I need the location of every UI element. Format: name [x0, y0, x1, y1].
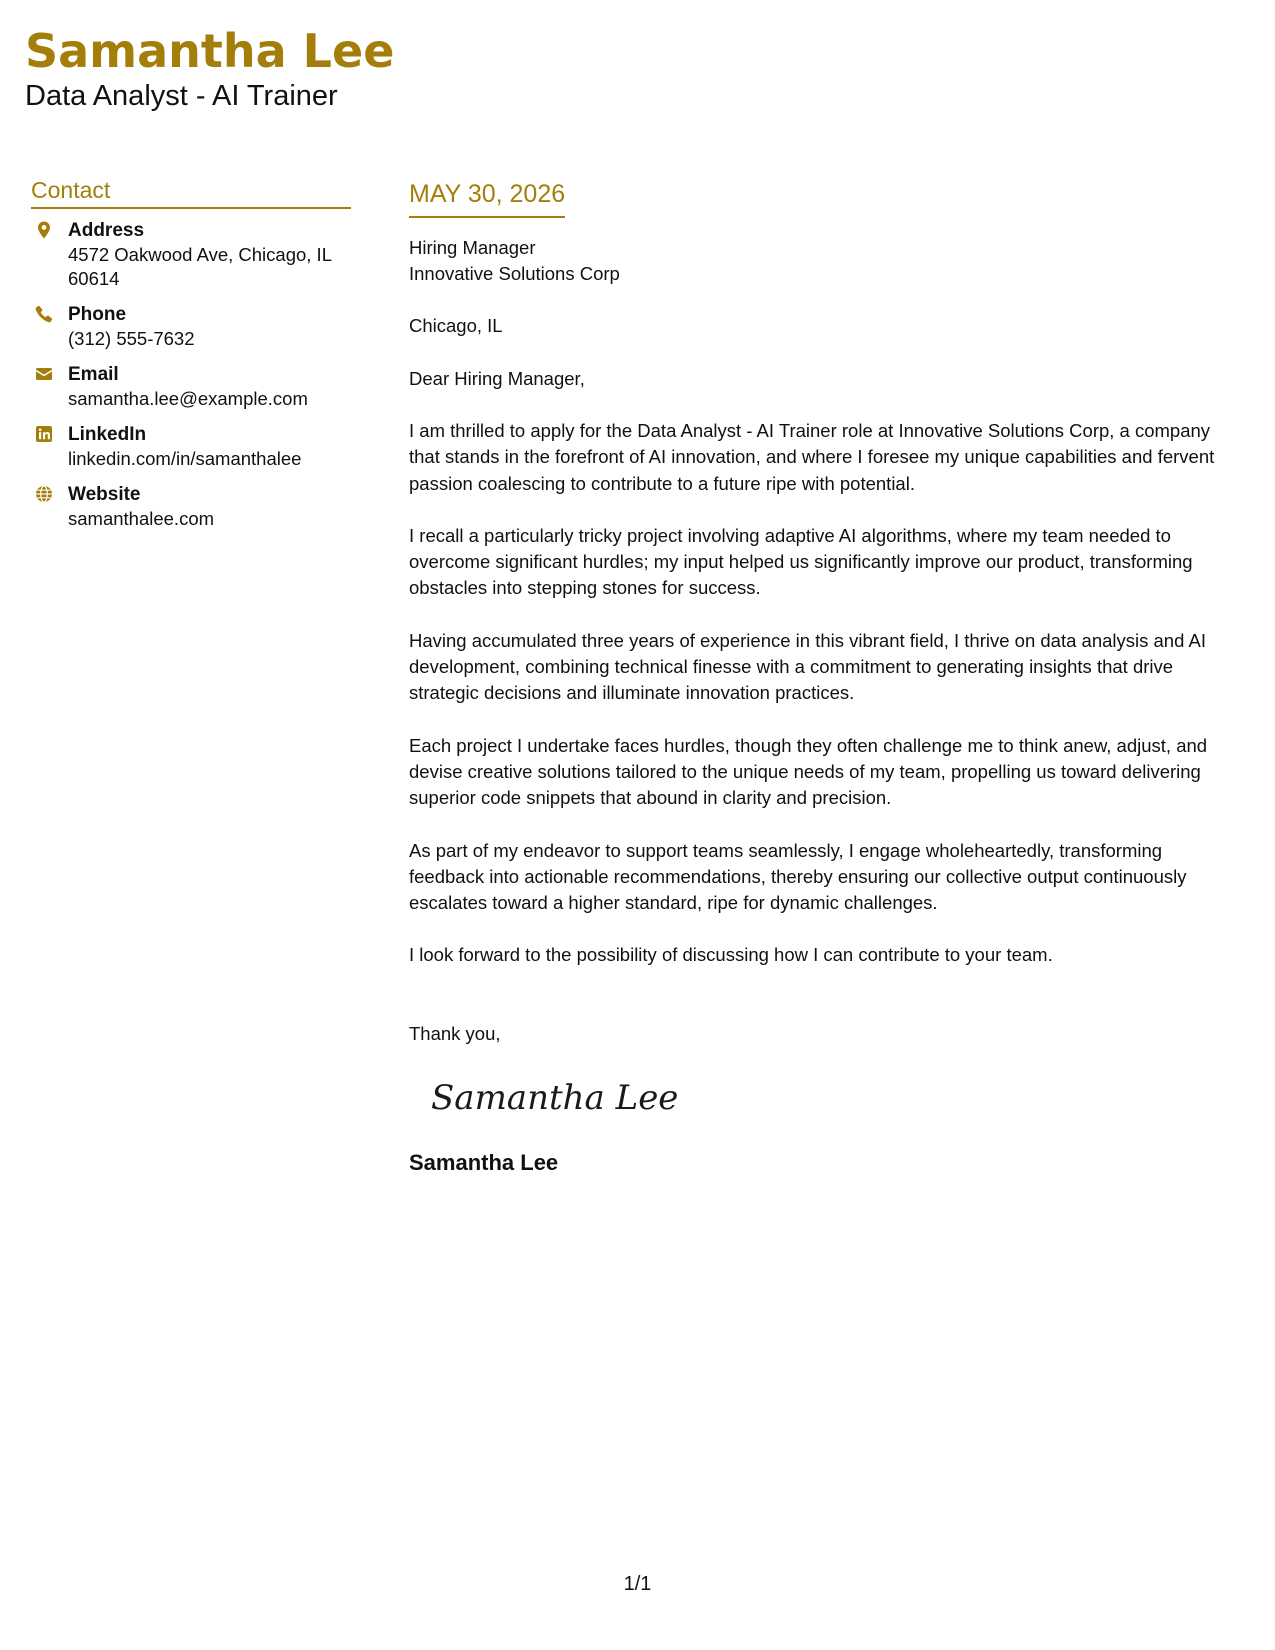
letter-paragraph: As part of my endeavor to support teams seamlessly, I engage wholeheartedly, transforming feedback into actionable recommendations, thereby ensuring our collective output continuously escalates toward a higher standard, ripe for dynamic challenges. — [409, 839, 1187, 914]
contact-value-phone: (312) 555-7632 — [68, 328, 195, 349]
letter-paragraph: I recall a particularly tricky project involving adaptive AI algorithms, where my team needed to overcome significant hurdles; my input helped us significantly improve our product, transforming obstacles into stepping stones for success. — [409, 524, 1193, 599]
contact-item-email — [31, 363, 351, 411]
cover-letter-body — [409, 178, 1239, 1177]
globe-icon — [34, 484, 54, 504]
linkedin-icon — [34, 424, 54, 444]
contact-item-website — [31, 483, 351, 531]
recipient-company: Innovative Solutions Corp — [409, 263, 620, 284]
contact-item-phone — [31, 303, 351, 351]
map-pin-icon — [34, 220, 54, 240]
contact-label-email: Email — [68, 364, 119, 385]
contact-value-email: samantha.lee@example.com — [68, 388, 308, 409]
contact-item-address — [31, 219, 351, 291]
candidate-name: Samantha Lee — [25, 24, 395, 78]
letter-greeting: Dear Hiring Manager, — [409, 368, 585, 389]
phone-icon — [34, 304, 54, 324]
contact-label-phone: Phone — [68, 304, 127, 325]
recipient-block — [409, 235, 1239, 287]
letter-paragraph: Having accumulated three years of experience in this vibrant field, I thrive on data analysis and AI development, combining technical finesse with a commitment to generating insights that drive strategic decisions and illuminate innovation practices. — [409, 629, 1206, 704]
job-title: Data Analyst - AI Trainer — [25, 80, 338, 112]
signer-name: Samantha Lee — [409, 1149, 559, 1175]
signature-text: Samantha Lee — [431, 1077, 679, 1118]
contact-label-address: Address — [68, 220, 145, 241]
letter-paragraph: I am thrilled to apply for the Data Analyst - AI Trainer role at Innovative Solutions Corp, a company that stands in the forefront of AI innovation, and where I foresee my unique capabilities and fervent passion coalescing to contribute to a future ripe with potential. — [409, 420, 1215, 494]
contact-item-linkedin — [31, 423, 351, 471]
resume-header — [25, 24, 394, 113]
recipient-location: Chicago, IL — [409, 315, 503, 336]
contact-label-website: Website — [68, 484, 141, 505]
email-icon — [34, 364, 54, 384]
recipient-title: Hiring Manager — [409, 237, 536, 258]
handwritten-signature — [431, 1069, 679, 1129]
contact-value-address: 4572 Oakwood Ave, Chicago, IL 60614 — [68, 244, 332, 289]
letter-closing: Thank you, — [409, 1022, 501, 1044]
contact-value-linkedin: linkedin.com/in/samanthalee — [68, 448, 302, 469]
letter-date: MAY 30, 2026 — [409, 178, 565, 218]
contact-value-website: samanthalee.com — [68, 508, 215, 529]
letter-paragraph: I look forward to the possibility of discussing how I can contribute to your team. — [409, 944, 1053, 966]
contact-label-linkedin: LinkedIn — [68, 424, 147, 445]
contact-list — [31, 219, 351, 531]
contact-heading: Contact — [31, 176, 351, 209]
page-number: 1/1 — [623, 1573, 652, 1595]
contact-sidebar — [31, 176, 351, 543]
letter-paragraph: Each project I undertake faces hurdles, though they often challenge me to think anew, adjust, and devise creative solutions tailored to the unique needs of my team, propelling us toward delivering superior code snippets that abound in clarity and precision. — [409, 734, 1208, 809]
